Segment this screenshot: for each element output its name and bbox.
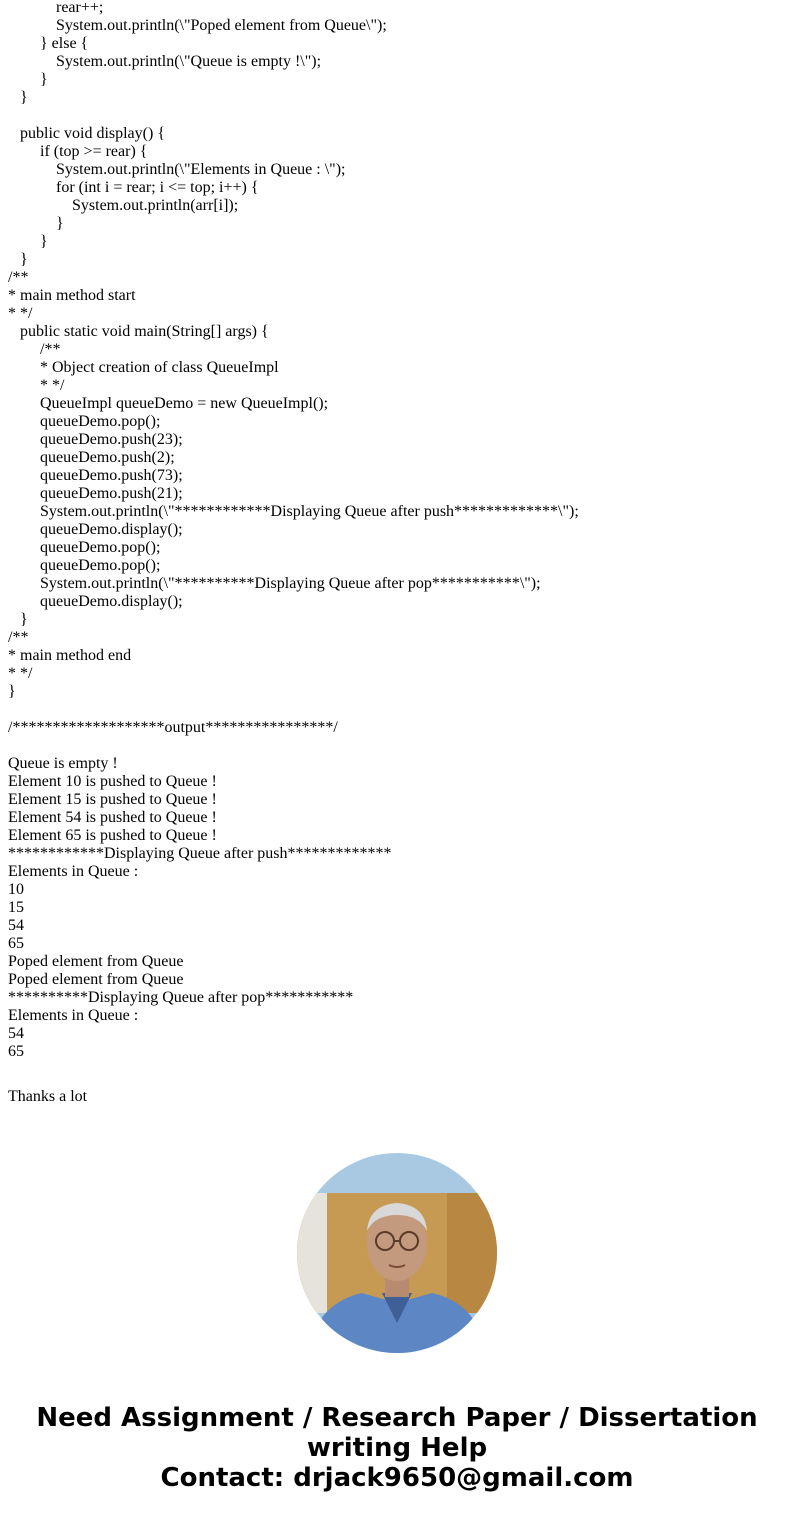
code-line: } [8, 71, 48, 88]
code-line: 15 [8, 899, 24, 916]
code-line: System.out.println(\"************Displaying Queue after push*************\"); [8, 503, 579, 520]
code-line: * */ [8, 377, 65, 394]
code-line: queueDemo.pop(); [8, 539, 161, 556]
code-line: * main method end [8, 647, 132, 664]
banner-line-1: Need Assignment / Research Paper / Dissertation [36, 1403, 758, 1433]
code-line: for (int i = rear; i <= top; i++) { [8, 179, 259, 196]
code-line: QueueImpl queueDemo = new QueueImpl(); [8, 395, 329, 412]
code-line: } [8, 89, 28, 106]
code-line: rear++; [8, 0, 104, 16]
banner-contact-email: Contact: drjack9650@gmail.com [160, 1463, 634, 1493]
code-line: System.out.println(\"Elements in Queue : \"); [8, 161, 346, 178]
code-line: public static void main(String[] args) { [8, 323, 269, 340]
code-line: } [8, 215, 64, 232]
code-line: System.out.println(\"Poped element from Queue\"); [8, 17, 387, 34]
banner-line-2: writing Help [306, 1433, 488, 1463]
person-photo-icon [297, 1153, 497, 1353]
code-line: System.out.println(\"Queue is empty !\"); [8, 53, 322, 70]
code-line: Poped element from Queue [8, 953, 184, 970]
code-line: * Object creation of class QueueImpl [8, 359, 279, 376]
code-line: } [8, 233, 48, 250]
thanks-text: Thanks a lot [8, 1088, 88, 1105]
code-line: } [8, 683, 16, 700]
code-line: Elements in Queue : [8, 1007, 139, 1024]
code-line: } [8, 611, 28, 628]
code-line: } else { [8, 35, 89, 52]
code-line: queueDemo.push(2); [8, 449, 175, 466]
code-line: Element 65 is pushed to Queue ! [8, 827, 217, 844]
code-line: queueDemo.display(); [8, 593, 183, 610]
contact-banner [0, 1403, 794, 1493]
code-line: queueDemo.pop(); [8, 557, 161, 574]
code-line: Poped element from Queue [8, 971, 184, 988]
code-line: 54 [8, 1025, 24, 1042]
code-line: * main method start [8, 287, 136, 304]
code-line: queueDemo.push(23); [8, 431, 183, 448]
code-line: Queue is empty ! [8, 755, 118, 772]
code-line: * */ [8, 305, 33, 322]
code-line: System.out.println(\"**********Displaying Queue after pop***********\"); [8, 575, 541, 592]
code-line: Element 54 is pushed to Queue ! [8, 809, 217, 826]
code-line: if (top >= rear) { [8, 143, 148, 160]
code-line: queueDemo.display(); [8, 521, 183, 538]
code-line: 10 [8, 881, 24, 898]
code-line: 65 [8, 1043, 24, 1060]
code-line: public void display() { [8, 125, 165, 142]
code-line: ************Displaying Queue after push************* [8, 845, 392, 862]
code-line: 54 [8, 917, 24, 934]
code-line: queueDemo.push(73); [8, 467, 183, 484]
code-line: **********Displaying Queue after pop*********** [8, 989, 354, 1006]
code-line: /** [8, 269, 29, 286]
author-avatar [297, 1153, 497, 1353]
code-line: Element 15 is pushed to Queue ! [8, 791, 217, 808]
code-line: System.out.println(arr[i]); [8, 197, 239, 214]
code-line: /** [8, 629, 29, 646]
code-line: /** [8, 341, 61, 358]
code-line: * */ [8, 665, 33, 682]
code-line: Elements in Queue : [8, 863, 139, 880]
code-line: /*******************output****************/ [8, 719, 338, 736]
code-line: Element 10 is pushed to Queue ! [8, 773, 217, 790]
code-line: } [8, 251, 28, 268]
code-line: queueDemo.pop(); [8, 413, 161, 430]
code-line: queueDemo.push(21); [8, 485, 183, 502]
code-line: 65 [8, 935, 24, 952]
